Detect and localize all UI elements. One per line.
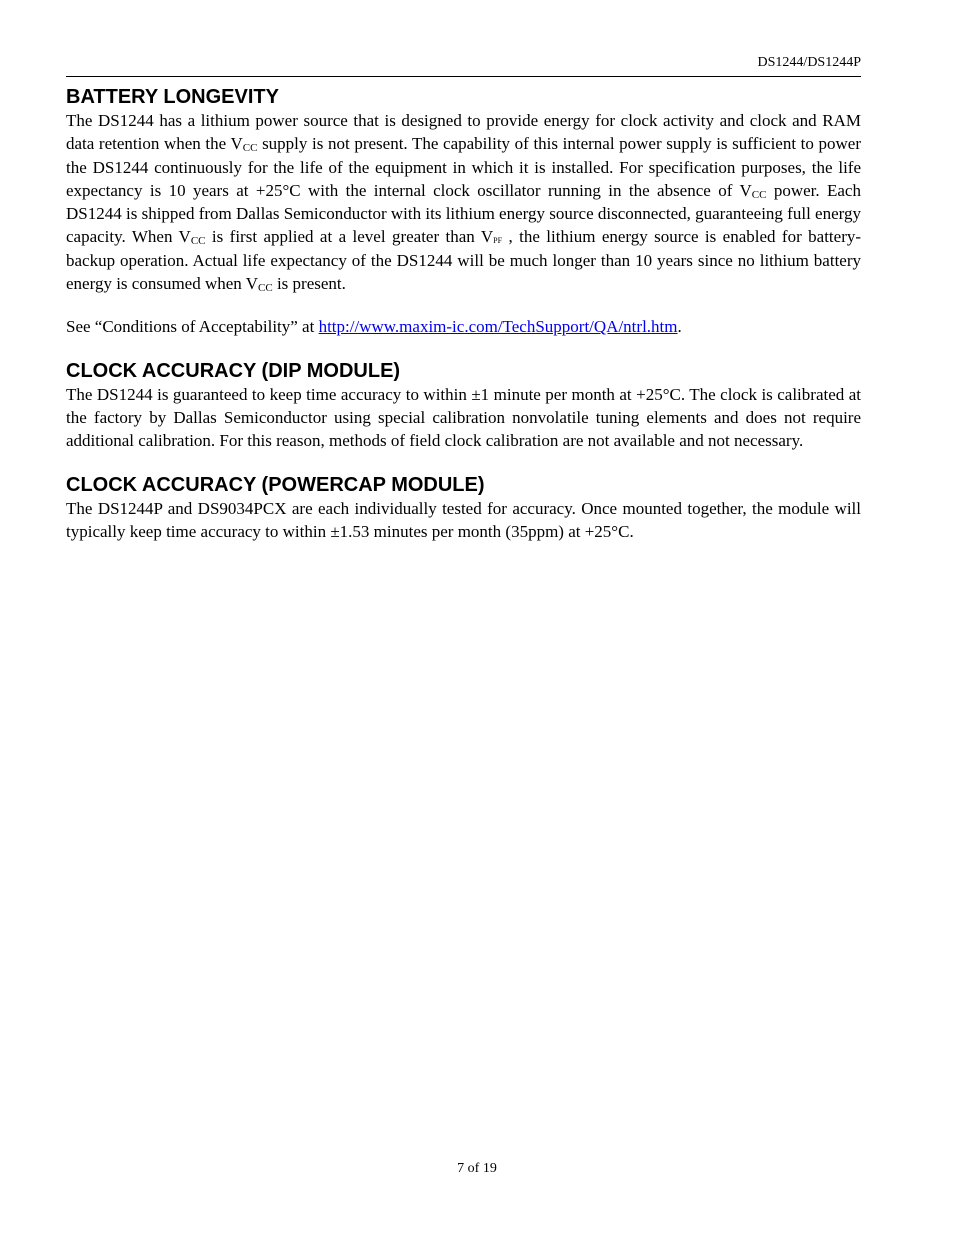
subscript-pf: PF	[493, 236, 503, 246]
page-number: 7 of 19	[457, 1161, 497, 1176]
acceptability-link[interactable]: http://www.maxim-ic.com/TechSupport/QA/ntrl.htm	[318, 317, 678, 337]
acceptability-paragraph: See “Conditions of Acceptability” at http://www.maxim-ic.com/TechSupport/QA/ntrl.htm.	[66, 317, 682, 337]
subscript-cc: CC	[190, 235, 206, 248]
section-title-clock-accuracy-powercap: CLOCK ACCURACY (POWERCAP MODULE)	[66, 473, 485, 496]
page-content	[66, 85, 861, 543]
section-title-battery-longevity: BATTERY LONGEVITY	[66, 86, 279, 108]
subscript-cc: CC	[258, 282, 273, 295]
clock-accuracy-dip-paragraph: The DS1244 is guaranteed to keep time accuracy to within ±1 minute per month at +25°C. The clock is calibrated at the factory by Dallas Semiconductor using special calibration nonvolatile tuning elements and does not require additional calibration. For this reason, methods of field clock calibration are not available and not necessary.	[66, 384, 861, 451]
subscript-cc: CC	[751, 188, 767, 201]
document-id: DS1244/DS1244P	[757, 55, 861, 70]
battery-longevity-paragraph: The DS1244 has a lithium power source that is designed to provide energy for clock activity and clock and RAM data retention when the VCC supply is not present. The capability of this internal power supply is sufficient to power the DS1244 continuously for the life of the equipment in which it is installed. For specification purposes, the life expectancy is 10 years at +25°C with the internal clock oscillator running in the absence of VCC power. Each DS1244 is shipped from Dallas Semiconductor with its lithium energy source disconnected, guaranteeing full energy capacity. When VCC is first applied at a level greater than VPF , the lithium energy source is enabled for battery-backup operation. Actual life expectancy of the DS1244 will be much longer than 10 years since no lithium battery energy is consumed when VCC is present.	[66, 111, 862, 295]
page-header	[66, 54, 861, 77]
page-footer	[0, 1160, 954, 1178]
subscript-cc: CC	[242, 142, 258, 155]
section-title-clock-accuracy-dip: CLOCK ACCURACY (DIP MODULE)	[66, 359, 401, 382]
clock-accuracy-powercap-paragraph: The DS1244P and DS9034PCX are each individually tested for accuracy. Once mounted together, the module will typically keep time accuracy to within ±1.53 minutes per month (35ppm) at +25°C.	[66, 498, 861, 541]
